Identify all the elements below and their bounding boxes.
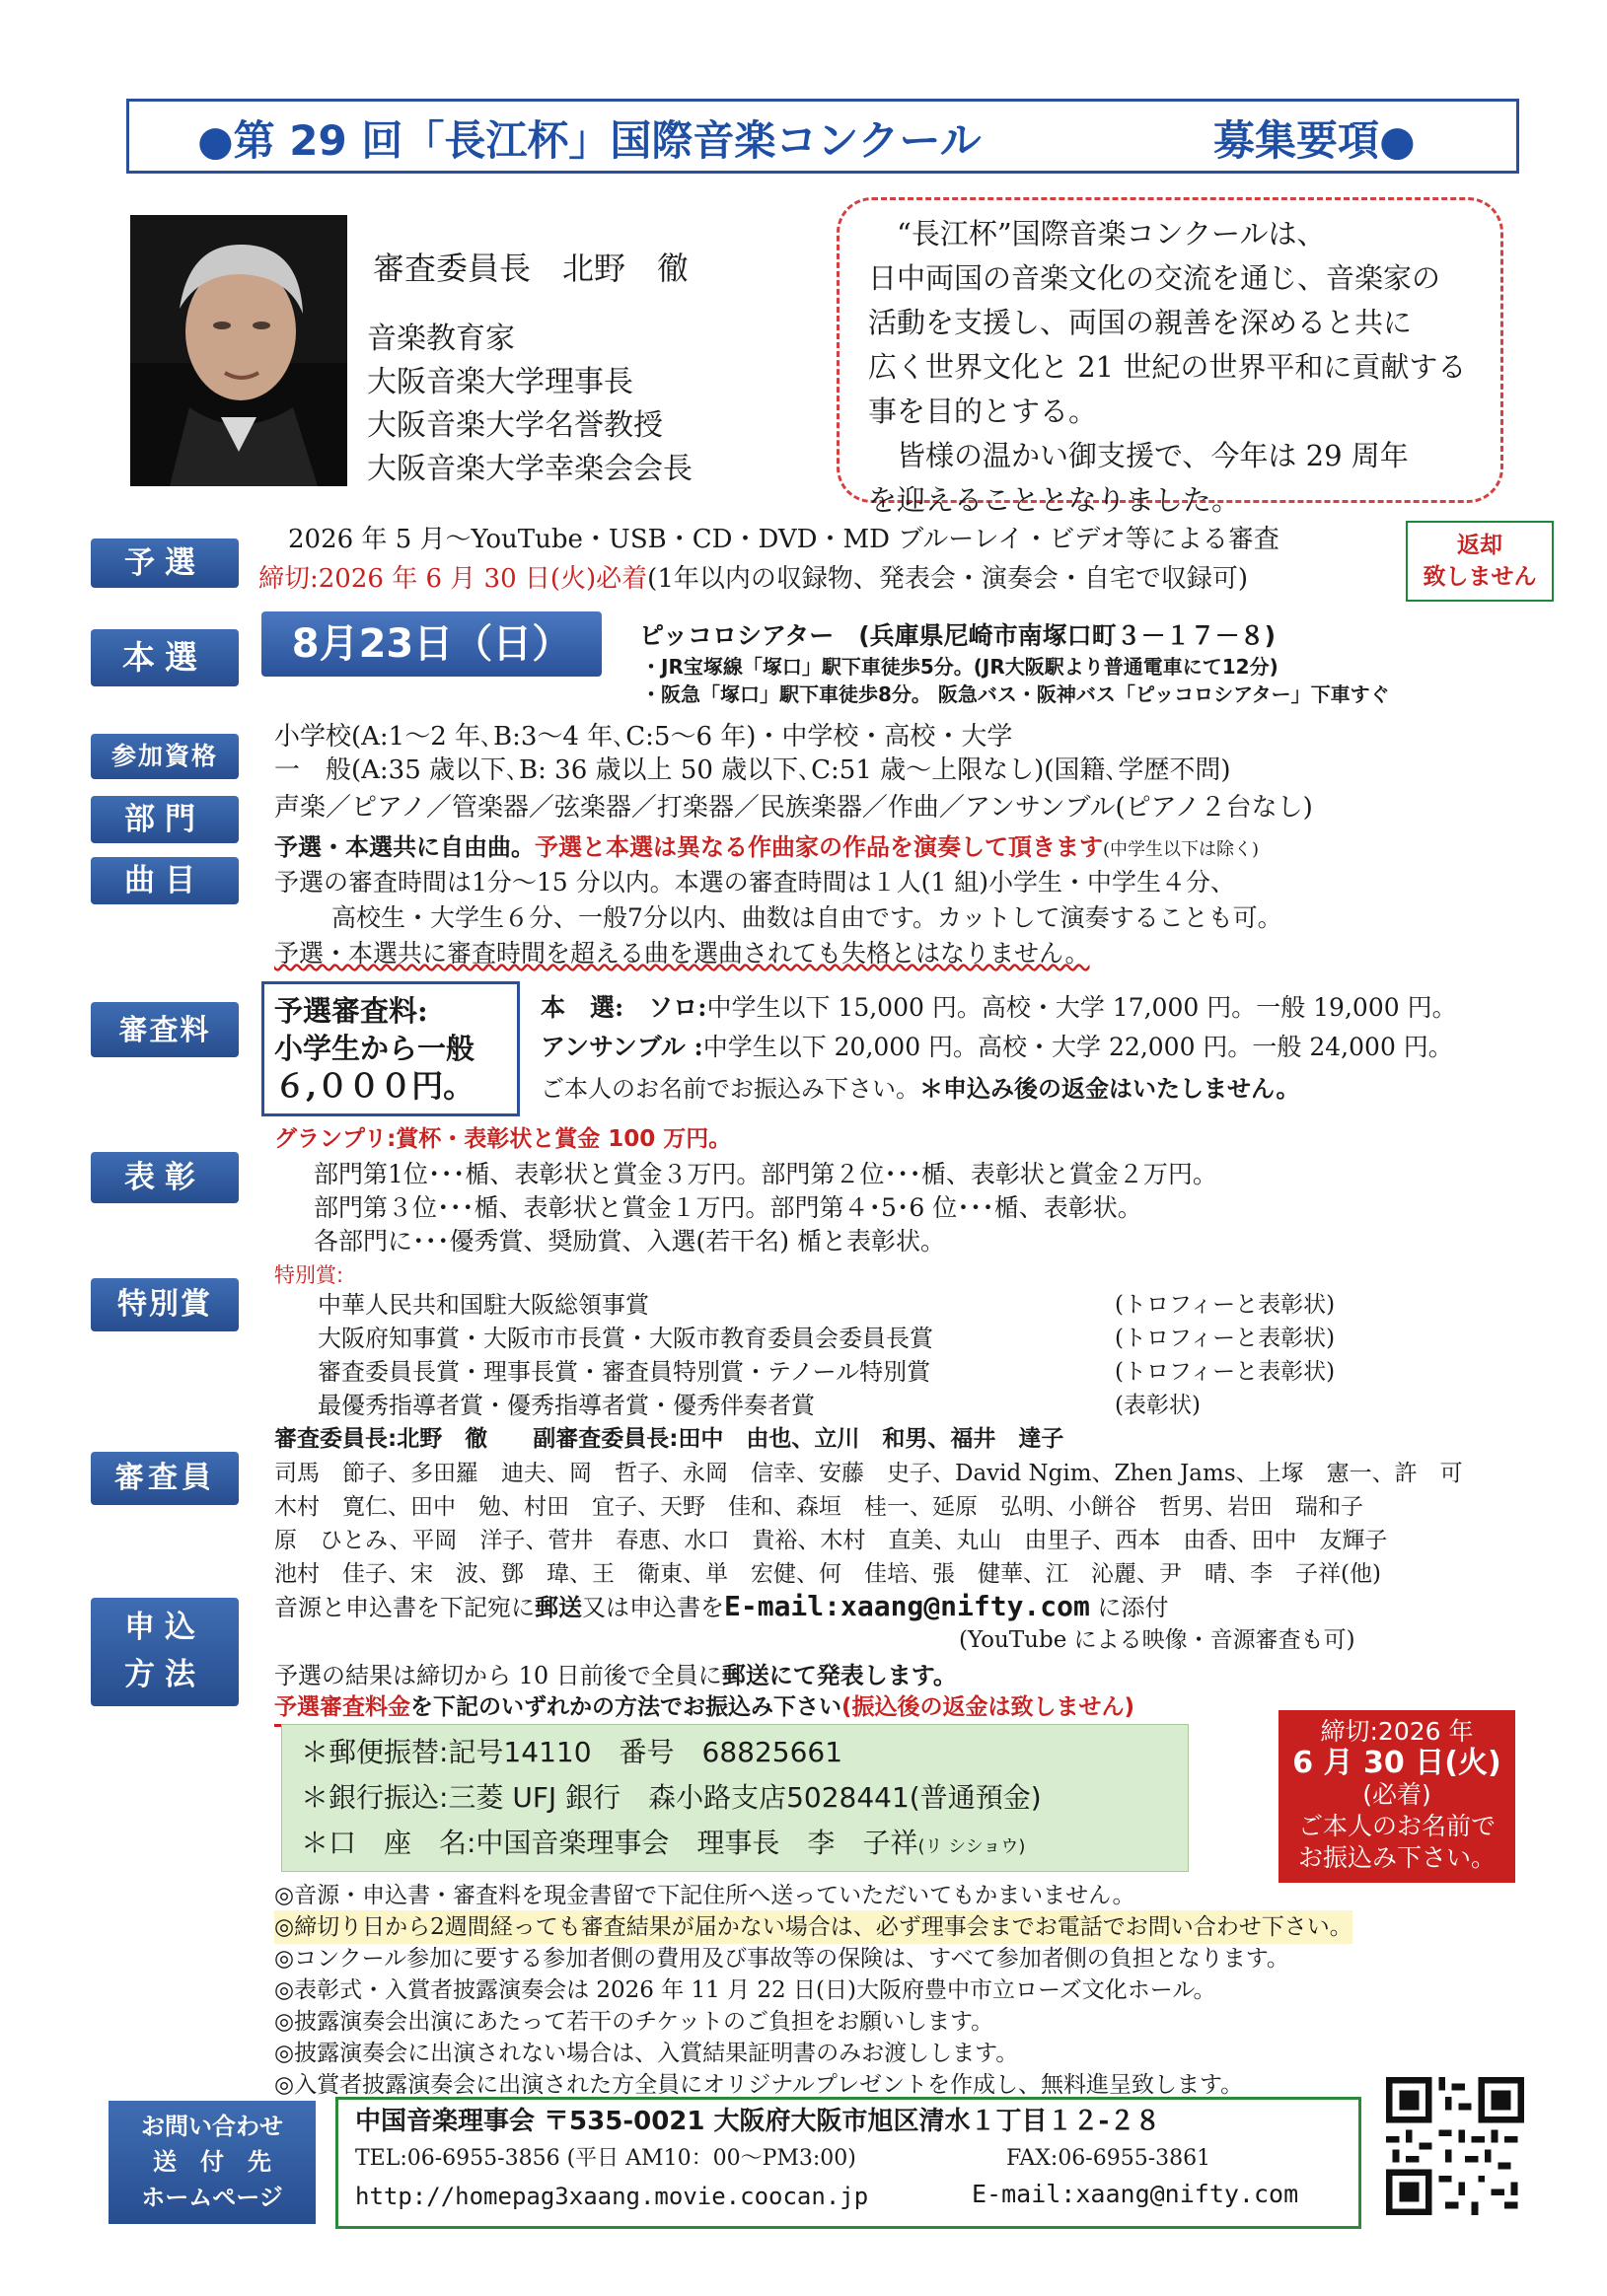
note-4: ◎表彰式・入賞者披露演奏会は 2026 年 11 月 22 日(日)大阪府豊中市立ローズ文化ホール。	[274, 1977, 1216, 2003]
note-6: ◎披露演奏会に出演されない場合は、入賞結果証明書のみお渡しします。	[274, 2041, 1019, 2066]
prelim-fee-line-1: 予選審査料:	[274, 994, 428, 1028]
prelim-fee-amount: ６,０００円。	[274, 1067, 475, 1105]
repertoire-line-1	[274, 830, 1259, 867]
special-award-2: 大阪府知事賞・大阪市市長賞・大阪市教育委員会委員長賞	[318, 1325, 933, 1352]
deadline-line-5: お振込み下さい。	[1297, 1843, 1496, 1872]
apply-text-c: 又は申込書を	[582, 1594, 724, 1621]
fee-ensemble-values: 中学生以下 20,000 円。高校・大学 22,000 円。一般 24,000 円。	[702, 1033, 1453, 1061]
prelim-fee-box	[261, 981, 520, 1116]
no-return-badge	[1406, 521, 1554, 602]
label-moushikomi-1: 申込	[124, 1610, 205, 1645]
note-2: ◎締切り日から2週間経っても審査結果が届かない場合は、必ず理事会までお電話でお問い合わせ下さい。	[274, 1910, 1352, 1944]
apply-line-3	[274, 1659, 957, 1692]
note-3: ◎コンクール参加に要する参加者側の費用及び事故等の保険は、すべて参加者側の負担となります。	[274, 1946, 1289, 1972]
repertoire-line-4: 予選・本選共に審査時間を超える曲を選曲されても失格とはなりません。	[274, 939, 1090, 968]
chairman-role-1: 音楽教育家	[367, 322, 515, 356]
apply-line-2: (YouTube による映像・音源審査も可)	[959, 1627, 1355, 1653]
jury-line-2: 木村 寛仁、田中 勉、村田 宜子、天野 佳和、森垣 桂一、延原 弘明、小餅谷 哲男、岩田 瑞和子	[274, 1494, 1363, 1520]
jury-heads: 審査委員長:北野 徹 副審査委員長:田中 由也、立川 和男、福井 達子	[274, 1426, 1064, 1452]
contact-fax: FAX:06-6955-3861	[1006, 2146, 1211, 2171]
note-7: ◎入賞者披露演奏会に出演された方全員にオリジナルプレゼントを作成し、無料進呈致します。	[274, 2072, 1244, 2098]
label-moushikomi-2: 方法	[124, 1657, 205, 1692]
chairman-title: 審査委員長 北野 徹	[373, 250, 690, 287]
deadline-line-2: 6 月 30 日(火)	[1292, 1746, 1501, 1780]
fee-solo-values: 中学生以下 15,000 円。高校・大学 17,000 円。一般 19,000 円。	[706, 993, 1457, 1022]
label-shinsain: 審査員	[91, 1452, 239, 1505]
jury-line-4: 池村 佳子、宋 波、鄧 瑋、王 衛東、単 宏健、何 佳培、張 健華、江 沁麗、尹 晴、李 子祥(他)	[274, 1561, 1381, 1587]
note-5: ◎披露演奏会出演にあたって若干のチケットのご負担をお願いします。	[274, 2009, 994, 2035]
prelim-fee-line-2: 小学生から一般	[274, 1032, 475, 1065]
deadline-line-3: (必着)	[1362, 1780, 1431, 1809]
fee-solo	[541, 991, 1457, 1025]
contact-label	[109, 2101, 316, 2224]
apply-line-4	[274, 1690, 1134, 1727]
page-title-suffix: 募集要項●	[1213, 116, 1416, 165]
intro-line: 皆様の温かい御支援で、今年は 29 周年	[868, 439, 1409, 472]
special-head: 特別賞:	[274, 1263, 344, 1287]
yosen-deadline-line	[258, 562, 1248, 596]
repertoire-line-2: 予選の審査時間は1分～15 分以内。本選の審査時間は１人(1 組)小学生・中学生４分、	[274, 868, 1236, 897]
payment-postal: ＊郵便振替:記号14110 番号 68825661	[301, 1736, 843, 1768]
intro-line: 活動を支援し、両国の親善を深めると共に	[868, 306, 1413, 339]
no-return-line-1: 返却	[1457, 533, 1502, 558]
apply-result-a: 予選の結果は締切から 10 日前後で全員に	[274, 1662, 722, 1689]
apply-fee-b: を下記のいずれかの方法でお振込み下さい	[410, 1694, 841, 1720]
contact-label-1: お問い合わせ	[141, 2113, 283, 2140]
eligibility-line-2: 一 般(A:35 歳以下､B: 36 歳以上 50 歳以下､C:51 歳～上限なし)(国籍､学歴不問)	[274, 755, 1231, 785]
label-shikaku: 参加資格	[91, 734, 239, 779]
payment-account-name: ＊口 座 名:中国音楽理事会 理事長 李 子祥	[301, 1827, 918, 1859]
repertoire-line-3: 高校生・大学生６分、一般7分以内、曲数は自由です。カットして演奏することも可。	[331, 903, 1282, 932]
chairman-photo	[130, 215, 347, 486]
no-return-line-2: 致しません	[1423, 564, 1537, 590]
label-honsen: 本選	[91, 629, 239, 686]
intro-text	[868, 212, 1490, 523]
chairman-role-3: 大阪音楽大学名誉教授	[367, 408, 663, 443]
jury-line-3: 原 ひとみ、平岡 洋子、菅井 春恵、水口 貴裕、木村 直美、丸山 由里子、西本 由香、田中 友輝子	[274, 1528, 1388, 1553]
final-access-1: ・JR宝塚線「塚口」駅下車徒歩5分。(JR大阪駅より普通電車にて12分)	[641, 655, 1278, 679]
label-tokubetsu: 特別賞	[91, 1278, 239, 1331]
fee-note-b: ＊申込み後の返金はいたしません。	[919, 1074, 1300, 1103]
repertoire-rule: 予選と本選は異なる作曲家の作品を演奏して頂きます	[535, 832, 1103, 861]
special-prize-1: (トロフィーと表彰状)	[1115, 1292, 1336, 1318]
deadline-line-1: 締切:2026 年	[1320, 1717, 1474, 1746]
yosen-line: 2026 年 5 月～YouTube・USB・CD・DVD・MD ブルーレイ・ビデオ等による審査	[288, 525, 1279, 554]
contact-label-2: 送 付 先	[153, 2148, 271, 2176]
label-kyokumoku: 曲目	[91, 857, 239, 904]
label-bumon: 部門	[91, 796, 239, 843]
label-hyosho: 表彰	[91, 1152, 239, 1203]
chairman-role-2: 大阪音楽大学理事長	[367, 365, 633, 399]
payment-account-reading: (リ シショウ)	[917, 1836, 1026, 1857]
final-date: 8月23日（日）	[261, 611, 602, 677]
special-award-1: 中華人民共和国駐大阪総領事賞	[318, 1291, 649, 1319]
deadline-line-4: ご本人のお名前で	[1297, 1812, 1496, 1840]
repertoire-free: 予選・本選共に自由曲。	[274, 832, 535, 861]
apply-email[interactable]: E-mail:xaang@nifty.com	[724, 1590, 1090, 1622]
apply-text-a: 音源と申込書を下記宛に	[274, 1594, 535, 1621]
fee-solo-label: 本 選: ソロ:	[541, 993, 707, 1022]
final-venue: ピッコロシアター (兵庫県尼崎市南塚口町３－１７－８)	[639, 621, 1277, 650]
award-line-3: 各部門に･･･優秀賞、奨励賞、入選(若干名) 楯と表彰状。	[314, 1227, 945, 1256]
apply-text-e: に添付	[1097, 1594, 1169, 1621]
fee-note	[541, 1072, 1299, 1106]
apply-post: 郵送	[535, 1593, 582, 1621]
contact-tel: TEL:06-6955-3856 (平日 AM10：00～PM3:00)	[355, 2146, 856, 2171]
intro-line: 事を目的とする。	[868, 395, 1098, 428]
qr-code[interactable]	[1386, 2077, 1524, 2215]
contact-url[interactable]: http://homepag3xaang.movie.coocan.jp	[355, 2183, 869, 2210]
divisions-line: 声楽／ピアノ／管楽器／弦楽器／打楽器／民族楽器／作曲／アンサンブル(ピアノ２台なし)	[274, 793, 1313, 823]
note-1: ◎音源・申込書・審査料を現金書留で下記住所へ送っていただいてもかまいません。	[274, 1883, 1135, 1908]
eligibility-line-1: 小学校(A:1～2 年､B:3～4 年､C:5～6 年)・中学校・高校・大学	[274, 722, 1013, 752]
intro-line: 広く世界文化と 21 世紀の世界平和に貢献する	[868, 350, 1467, 384]
special-prize-2: (トロフィーと表彰状)	[1115, 1326, 1336, 1351]
apply-fee-a: 予選審査料金	[274, 1694, 410, 1720]
fee-note-a: ご本人のお名前でお振込み下さい。	[541, 1075, 919, 1103]
award-line-2: 部門第３位･･･楯、表彰状と賞金１万円。部門第４･5･6 位･･･楯、表彰状。	[314, 1193, 1142, 1222]
award-line-1: 部門第1位･･･楯、表彰状と賞金３万円。部門第２位･･･楯、表彰状と賞金２万円。	[314, 1160, 1217, 1188]
yosen-deadline: 締切:2026 年 6 月 30 日(火)必着	[258, 564, 648, 594]
payment-bank: ＊銀行振込:三菱 UFJ 銀行 森小路支店5028441(普通預金)	[301, 1781, 1042, 1814]
special-award-4: 最優秀指導者賞・優秀指導者賞・優秀伴奏者賞	[318, 1392, 815, 1419]
fee-ensemble	[541, 1031, 1453, 1064]
special-award-3: 審査委員長賞・理事長賞・審査員特別賞・テノール特別賞	[318, 1358, 931, 1386]
special-prize-4: (表彰状)	[1115, 1393, 1201, 1418]
final-access-2: ・阪急「塚口」駅下車徒歩8分。 阪急バス・阪神バス「ピッコロシアター」下車すぐ	[641, 682, 1390, 706]
contact-email[interactable]: E-mail:xaang@nifty.com	[972, 2180, 1299, 2208]
intro-line: 日中両国の音楽文化の交流を通じ、音楽家の	[868, 261, 1441, 295]
deadline-box	[1278, 1710, 1515, 1883]
jury-line-1: 司馬 節子、多田羅 迪夫、岡 哲子、永岡 信幸、安藤 史子、David Ngim、Zhen Jams、上塚 憲一、許 可	[274, 1461, 1463, 1486]
contact-label-3: ホームページ	[141, 2184, 283, 2211]
contact-address: 中国音楽理事会 〒535-0021 大阪府大阪市旭区清水１丁目１２-２８	[355, 2107, 1161, 2136]
intro-line: “長江杯”国際音楽コンクールは、	[868, 217, 1326, 251]
page-title: ●第 29 回「長江杯」国際音楽コンクール	[197, 116, 982, 165]
label-moushikomi	[91, 1598, 239, 1706]
chairman-role-4: 大阪音楽大学幸楽会会長	[367, 452, 693, 486]
apply-fee-c: (振込後の返金は致しません)	[841, 1694, 1135, 1720]
label-shinsaryo: 審査料	[91, 1002, 239, 1057]
intro-line: を迎えることとなりました。	[868, 483, 1241, 517]
grand-prix: グランプリ:賞杯・表彰状と賞金 100 万円。	[274, 1126, 732, 1152]
apply-result-b: 郵送にて発表します。	[721, 1661, 957, 1689]
yosen-note: (1年以内の収録物、発表会・演奏会・自宅で収録可)	[647, 564, 1249, 594]
repertoire-exception: (中学生以下は除く)	[1103, 839, 1260, 860]
payment-account	[301, 1827, 1025, 1864]
label-yosen: 予選	[91, 538, 239, 588]
apply-line-1	[274, 1590, 1169, 1624]
fee-ensemble-label: アンサンブル :	[541, 1033, 703, 1061]
special-prize-3: (トロフィーと表彰状)	[1115, 1359, 1336, 1385]
